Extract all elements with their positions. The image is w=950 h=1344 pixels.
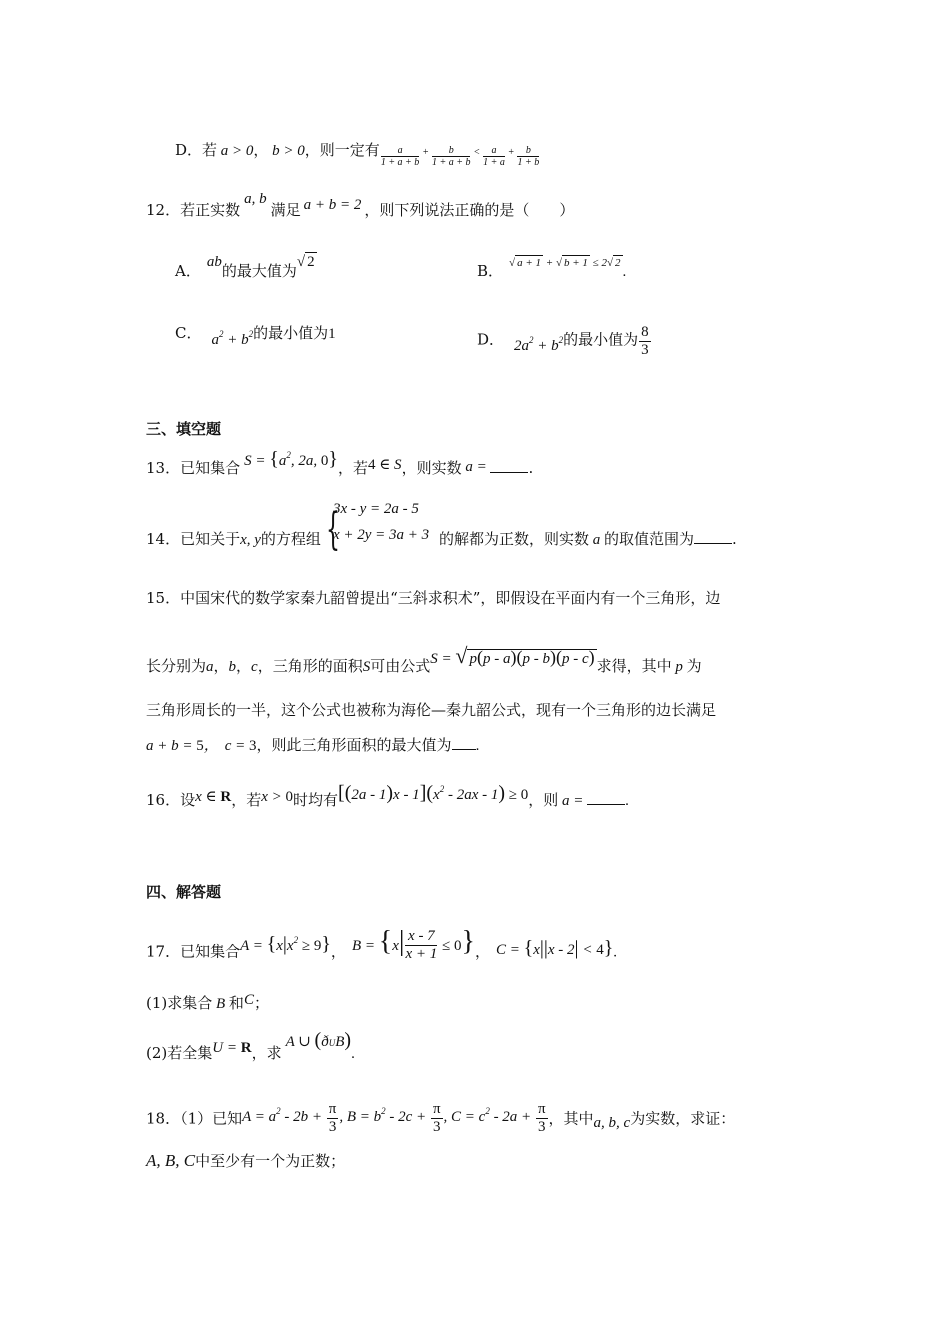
q12-stem — [146, 191, 575, 219]
q18-abc: A, B, C — [146, 1151, 196, 1170]
q13-answer-blank[interactable] — [490, 470, 528, 473]
q17-p1: (1)求集合 — [146, 994, 213, 1012]
q16-domain: x ∈ R — [195, 789, 232, 805]
q16-mid: ，若 — [231, 791, 262, 809]
q15-cond: a + b = 5， c = 3 — [146, 738, 257, 754]
q11-d-sep: ， — [253, 141, 269, 159]
q16-prefix: 16．设 — [146, 791, 196, 809]
q15-line2d: 求得，其中 — [596, 657, 672, 675]
q12-a-text: 的最大值为 — [221, 262, 297, 280]
q15-formula: S = √ p(p - a)(p - b)(p - c) — [430, 643, 595, 668]
q14 — [146, 501, 737, 555]
q12-d-expr: $2a^2 + b^2$ — [514, 335, 564, 355]
q11-d-cond-a: a > 0 — [217, 143, 254, 159]
q13-end: . — [528, 459, 534, 477]
q17-p1-c: C — [243, 992, 254, 1008]
q15-line2e: 为 — [686, 657, 702, 675]
q13-prefix: 13．已知集合 — [146, 459, 241, 477]
q12-c-value: 1 — [328, 326, 336, 342]
q17-p1b: 和 — [228, 994, 244, 1012]
q12-number: 12．若正实数 — [146, 201, 241, 219]
section-answer: 四、解答题 — [146, 883, 222, 901]
q12-d-text: 的最小值为 — [563, 330, 639, 349]
q11-d-frac-3: $\frac{a}{1 + a}$ — [483, 144, 505, 168]
q18-defs: $A = a^2 - 2b$ + $\frac{\pi}{3}$ , $B = b^2 - 2c$ + $\frac{\pi}{3}$ , $C = c^2 - 2a$ + $\frac{\pi}{3}$ — [242, 1101, 546, 1136]
q11-d-prefix: D．若 — [175, 141, 218, 159]
q13 — [146, 448, 534, 477]
q17-p2: (2)若全集 — [146, 1044, 213, 1062]
q17-set-c: C = {x||x - 2| < 4} — [495, 937, 614, 960]
q18-tail: 为实数，求证： — [630, 1109, 736, 1128]
q17: 17．已知集合$A = \{x|x^2 \ge 9\}$， B = {x| $\frac{x - 7}{x + 1}$ ≤ 0}， C = {x||x - 2| < 4}. — [146, 926, 618, 963]
q16-answer-blank[interactable] — [587, 802, 625, 805]
q17-prefix: 17．已知集合 — [146, 942, 241, 961]
section-fill-in: 三、填空题 — [146, 420, 222, 438]
q15-line2b: 三角形的面积 — [272, 657, 363, 675]
q11-d-frac-4: $\frac{b}{1 + b}$ — [517, 144, 540, 168]
q18-vars: a, b, c — [593, 1115, 631, 1132]
q14-end: . — [731, 530, 737, 548]
q13-set: $S = \{a^2$, 2a, 0} — [244, 448, 338, 470]
q14-tail: 的解都为正数，则实数 — [438, 530, 589, 548]
q11-d-conclusion: ，则一定有 — [304, 141, 380, 159]
q17-part1 — [146, 992, 269, 1012]
q14-var-a: a — [588, 532, 604, 548]
q12-option-c — [175, 324, 336, 348]
q18-line2 — [146, 1152, 345, 1169]
q14-mid: 的方程组 — [260, 530, 321, 548]
q17-part2: (2)若全集U = R，求A ∪ (ðUB). — [146, 1029, 355, 1062]
q15-line2a: 长分别为 — [146, 657, 207, 675]
q17-set-a: $A = \{x|x^2 \ge 9\}$ — [240, 933, 331, 956]
q11-d-cond-b: b > 0 — [268, 143, 305, 159]
q12-vars: a, b — [244, 191, 267, 207]
q15-sides: a — [206, 659, 214, 675]
q13-mid: ，若 — [337, 459, 368, 477]
q17-expr: A ∪ (ðUB) — [285, 1029, 352, 1051]
q11-d-frac-1: $\frac{a}{1 + a + b}$ — [380, 144, 420, 168]
q12-c-expr: $a^2 + b^2$ — [211, 329, 254, 348]
q12-tail: ，则下列说法正确的是（ ） — [364, 201, 575, 219]
q14-answer-blank[interactable] — [694, 541, 732, 544]
q16-cond: x > 0 — [261, 789, 293, 805]
q16-var: a = — [558, 793, 588, 809]
q17-p1-b: B — [212, 996, 229, 1012]
q12-b-expr: √ a + 1 + √ b + 1 ≤ 2√ 2 — [509, 257, 621, 269]
q11-d-frac-2: $\frac{b}{1 + a + b}$ — [431, 144, 471, 168]
q13-var: a = — [461, 459, 491, 475]
q15-s: S — [362, 659, 371, 675]
q13-cond: 4 ∈ S — [367, 457, 402, 473]
q14-system: { 3x - y = 2a - 5 x + 2y = 3a + 3 — [325, 501, 430, 555]
q14-vars: x, y — [240, 532, 261, 548]
q13-mid2: ，则实数 — [401, 459, 462, 477]
q12-c-label: C． — [175, 324, 202, 342]
q12-cond-text: 满足 — [270, 201, 301, 219]
q15-line4: a + b = 5， c = 3，则此三角形面积的最大值为 . — [146, 736, 480, 754]
q16-tail: ，则 — [528, 791, 559, 809]
q17-p1c: ； — [253, 994, 269, 1012]
q12-option-a — [175, 254, 317, 280]
q16-mid2: 时均有 — [293, 791, 339, 809]
q14-prefix: 14．已知关于 — [146, 530, 241, 548]
q18-prefix: 18．（1）已知 — [146, 1109, 243, 1128]
q12-c-text: 的最小值为 — [253, 324, 329, 342]
q12-a-expr: ab — [206, 254, 222, 270]
q18 — [146, 1103, 735, 1139]
q12-d-value: $\frac{8}{3}$ — [641, 324, 649, 359]
q12-a-label: A． — [175, 262, 201, 280]
q17-universe: U = R — [212, 1040, 252, 1056]
q12-cond: a + b = 2 — [303, 197, 362, 213]
q18-mid: ，其中 — [548, 1109, 594, 1128]
q15-line3: 三角形周长的一半，这个公式也被称为海伦—秦九韶公式，现有一个三角形的边长满足 — [146, 701, 717, 719]
q12-option-d — [477, 324, 652, 360]
q12-a-value: √ 2 — [296, 254, 315, 270]
q15-p: p — [671, 659, 687, 675]
q17-set-b: B = {x| $\frac{x - 7}{x + 1}$ ≤ 0} — [351, 926, 475, 963]
q12-option-b: B． $^{√ a + 1 + √ b + 1 \le 2√ 2}$. — [477, 257, 627, 280]
q15-line2c: 可由公式 — [370, 657, 431, 675]
q16-ineq: $[(2a - 1)x - 1](x^2 - 2ax - 1) \ge 0$ — [338, 782, 529, 804]
q15-line4-text: ，则此三角形面积的最大值为 — [256, 736, 452, 754]
q12-b-label: B． — [477, 262, 504, 280]
q14-tail2: 的取值范围为 — [603, 530, 694, 548]
q18-line2-text: 中至少有一个为正数； — [195, 1152, 346, 1170]
q17-p2b: ，求 — [251, 1044, 282, 1062]
q15-line2: 长分别为a，b，c，三角形的面积S可由公式S = √ p(p - a)(p - b)(p - c) 求得，其中 p 为 — [146, 643, 702, 675]
q16: 16．设x ∈ R，若x > 0时均有$[(2a - 1)x - 1](x^2 - 2ax - 1) \ge 0$，则 a = . — [146, 782, 629, 809]
q12-d-label: D． — [477, 330, 505, 349]
q11-option-d: D．若 a > 0， b > 0，则一定有 $\frac{a}{1 + a + b}$ + $\frac{b}{1 + a + b}$ < $\frac{a}{1 + a}$ + $\frac{b}{1 + b}$ — [175, 141, 540, 168]
q15-line1: 15．中国宋代的数学家秦九韶曾提出“三斜求积术”，即假设在平面内有一个三角形，边 — [146, 589, 721, 607]
q15-answer-blank[interactable] — [452, 747, 476, 750]
